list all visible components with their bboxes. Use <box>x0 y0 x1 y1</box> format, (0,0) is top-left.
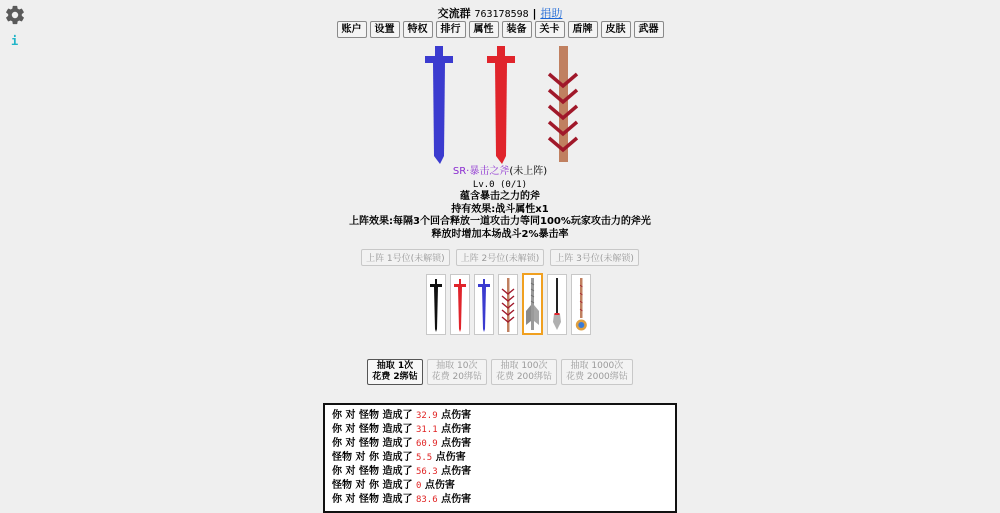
draw-1000-label: 抽取 1000次 <box>570 361 624 371</box>
menu-weapon-button[interactable]: 武器 <box>634 21 664 38</box>
menu-shield-button[interactable]: 盾牌 <box>568 21 598 38</box>
log-text: 点伤害 <box>432 452 466 463</box>
red-sword-small-icon <box>451 275 469 334</box>
item-hold-effect: 持有效果:战斗属性x1 <box>451 203 549 215</box>
draw-1000-cost: 花费 2000绑钻 <box>566 372 628 382</box>
item-rarity: SR· <box>452 166 470 177</box>
log-damage-value: 56.3 <box>415 467 438 477</box>
draw-1-button[interactable] <box>367 359 422 385</box>
draw-10-label: 抽取 10次 <box>436 361 478 371</box>
inventory-card-brush-spear[interactable] <box>547 274 567 335</box>
log-damage-value: 83.6 <box>415 495 438 505</box>
orb-staff-icon <box>572 275 590 334</box>
red-sword-icon <box>487 46 515 164</box>
draw-10-cost: 花费 20绑钻 <box>431 372 482 382</box>
menu-privilege-button[interactable]: 特权 <box>403 21 433 38</box>
deploy-slot-1-button[interactable]: 上阵 1号位(未解锁) <box>361 249 450 266</box>
item-level: Lv.0 (0/1) <box>472 179 528 190</box>
donate-link[interactable]: 捐助 <box>540 7 563 20</box>
log-text: 你 对 怪物 造成了 <box>332 410 416 421</box>
menu-settings-button[interactable]: 设置 <box>370 21 400 38</box>
log-text: 点伤害 <box>421 480 455 491</box>
item-status: (未上阵) <box>509 166 548 177</box>
weapon-preview <box>0 44 1000 168</box>
menu-attributes-button[interactable]: 属性 <box>469 21 499 38</box>
log-text: 你 对 怪物 造成了 <box>332 466 416 477</box>
menu-ranking-button[interactable]: 排行 <box>436 21 466 38</box>
blue-sword-icon <box>425 46 453 164</box>
draw-100-cost: 花费 200绑钻 <box>495 372 552 382</box>
draw-1-label: 抽取 1次 <box>376 361 414 371</box>
group-label: 交流群 <box>437 7 471 20</box>
draw-10-button[interactable] <box>427 359 487 385</box>
log-text: 点伤害 <box>437 466 472 477</box>
draw-1000-button[interactable] <box>561 359 633 385</box>
log-damage-value: 5.5 <box>415 453 433 463</box>
item-deploy-effect: 上阵效果:每隔3个回合释放一道攻击力等同100%玩家攻击力的斧光 <box>349 216 651 227</box>
draw-1-cost: 花费 2绑钻 <box>372 372 418 382</box>
log-line <box>332 437 668 451</box>
log-text: 点伤害 <box>437 494 472 505</box>
battle-log[interactable] <box>323 403 677 513</box>
item-details <box>0 166 1000 241</box>
main-menu <box>0 21 1000 38</box>
log-damage-value: 0 <box>415 481 422 491</box>
item-title <box>0 166 1000 179</box>
deploy-slot-2-button[interactable]: 上阵 2号位(未解锁) <box>456 249 545 266</box>
weapon-inventory <box>426 274 591 335</box>
inventory-card-orb-staff[interactable] <box>571 274 591 335</box>
log-text: 你 对 怪物 造成了 <box>332 424 416 435</box>
log-text: 怪物 对 你 造成了 <box>332 480 416 491</box>
inventory-card-blue-sword[interactable] <box>474 274 494 335</box>
menu-stage-button[interactable]: 关卡 <box>535 21 565 38</box>
log-text: 怪物 对 你 造成了 <box>332 452 416 463</box>
draw-buttons <box>0 359 1000 385</box>
thorn-spear-icon <box>549 46 577 162</box>
deploy-slot-3-button[interactable]: 上阵 3号位(未解锁) <box>550 249 639 266</box>
log-line <box>332 409 668 423</box>
menu-account-button[interactable]: 账户 <box>337 21 367 38</box>
log-line <box>332 465 668 479</box>
log-line <box>332 423 668 437</box>
draw-100-label: 抽取 100次 <box>500 361 548 371</box>
log-damage-value: 60.9 <box>415 439 438 449</box>
info-icon[interactable]: i <box>11 34 19 48</box>
group-number: 763178598 <box>474 9 529 20</box>
log-damage-value: 31.1 <box>415 425 438 435</box>
log-text: 你 对 怪物 造成了 <box>332 438 416 449</box>
log-line <box>332 479 668 493</box>
header <box>0 5 1000 21</box>
menu-equipment-button[interactable]: 装备 <box>502 21 532 38</box>
item-deploy-effect-extra: 释放时增加本场战斗2%暴击率 <box>431 228 569 240</box>
log-text: 你 对 怪物 造成了 <box>332 494 416 505</box>
log-line <box>332 493 668 507</box>
thorn-spear-small-icon <box>499 275 517 334</box>
black-sword-icon <box>427 275 445 334</box>
log-line <box>332 451 668 465</box>
blue-sword-small-icon <box>475 275 493 334</box>
header-separator: | <box>532 7 537 20</box>
inventory-card-thorn-spear[interactable] <box>498 274 518 335</box>
inventory-card-crit-axe-selected[interactable] <box>522 273 543 335</box>
brush-spear-icon <box>548 275 566 334</box>
log-text: 点伤害 <box>437 410 472 421</box>
log-damage-value: 32.9 <box>415 411 438 421</box>
log-text: 点伤害 <box>437 438 472 449</box>
inventory-card-black-sword[interactable] <box>426 274 446 335</box>
draw-100-button[interactable] <box>491 359 557 385</box>
menu-skin-button[interactable]: 皮肤 <box>601 21 631 38</box>
inventory-card-red-sword[interactable] <box>450 274 470 335</box>
log-text: 点伤害 <box>437 424 472 435</box>
item-name: 暴击之斧 <box>469 166 510 177</box>
deploy-slots <box>0 249 1000 266</box>
crit-axe-icon <box>524 275 541 333</box>
item-description: 蕴含暴击之力的斧 <box>460 191 540 202</box>
